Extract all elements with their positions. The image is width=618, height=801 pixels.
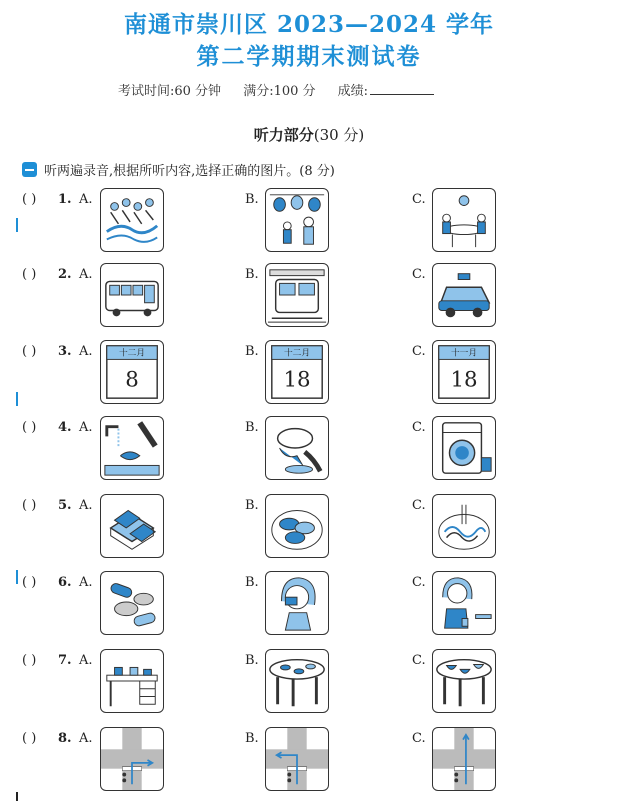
question-row	[0, 340, 618, 410]
score-blank[interactable]	[370, 82, 434, 95]
section-title	[0, 124, 618, 145]
calendar-day: 18	[450, 367, 478, 393]
girl-coughing-picture[interactable]	[265, 571, 329, 635]
option-a-label: A.	[79, 192, 93, 207]
calendar-dec-8-picture[interactable]	[100, 340, 164, 404]
calendar-month: 十二月	[283, 348, 311, 359]
option-b-label: B.	[245, 653, 259, 668]
washing-dishes-picture[interactable]	[265, 416, 329, 480]
answer-paren[interactable]: ( )	[22, 192, 37, 207]
crossroads-go-straight-picture[interactable]	[432, 727, 496, 791]
answer-paren[interactable]: ( )	[22, 420, 37, 435]
option-c-label: C.	[412, 344, 426, 359]
option-a-label: A.	[79, 653, 93, 668]
option-a-label: A.	[79, 267, 93, 282]
calendar-month: 十二月	[118, 348, 146, 359]
option-b-label: B.	[245, 420, 259, 435]
question-row	[0, 571, 618, 641]
option-c-label: C.	[412, 653, 426, 668]
question-number: 1.	[58, 192, 72, 207]
answer-paren[interactable]: ( )	[22, 498, 37, 513]
full-score: 满分:100 分	[243, 84, 316, 99]
question-number: 6.	[58, 575, 72, 590]
option-c-label: C.	[412, 731, 426, 746]
question-number: 7.	[58, 653, 72, 668]
mooncakes-picture[interactable]	[265, 494, 329, 558]
girl-toothache-picture[interactable]	[432, 571, 496, 635]
calendar-day: 18	[283, 367, 311, 393]
crossroads-turn-right-picture[interactable]	[100, 727, 164, 791]
calendar-day: 8	[125, 367, 139, 393]
exam-title-line2: 第二学期期末测试卷	[196, 43, 422, 70]
taxi-picture[interactable]	[432, 263, 496, 327]
question-number: 2.	[58, 267, 72, 282]
desk-with-cups-picture[interactable]	[100, 649, 164, 713]
option-a-label: A.	[79, 344, 93, 359]
question-row	[0, 188, 618, 258]
exam-title-line1: 南通市崇川区 2023—2024 学年	[123, 11, 495, 38]
answer-paren[interactable]: ( )	[22, 267, 37, 282]
option-a-label: A.	[79, 498, 93, 513]
option-b-label: B.	[245, 344, 259, 359]
washing-machine-picture[interactable]	[432, 416, 496, 480]
table-with-plates-picture[interactable]	[265, 649, 329, 713]
answer-paren[interactable]: ( )	[22, 731, 37, 746]
medicine-pills-picture[interactable]	[100, 571, 164, 635]
question-number: 5.	[58, 498, 72, 513]
bus-picture[interactable]	[100, 263, 164, 327]
question-row	[0, 494, 618, 564]
option-b-label: B.	[245, 267, 259, 282]
question-row	[0, 649, 618, 719]
question-instruction: 听两遍录音,根据所听内容,选择正确的图片。(8 分)	[44, 164, 335, 179]
option-a-label: A.	[79, 731, 93, 746]
calendar-month: 十一月	[450, 348, 478, 359]
section-points: (30 分)	[313, 126, 365, 144]
question-row	[0, 263, 618, 333]
option-a-label: A.	[79, 420, 93, 435]
option-b-label: B.	[245, 575, 259, 590]
option-b-label: B.	[245, 192, 259, 207]
option-c-label: C.	[412, 267, 426, 282]
score-label: 成绩:	[337, 84, 369, 99]
family-dinner-picture[interactable]	[432, 188, 496, 252]
question-number: 3.	[58, 344, 72, 359]
question-group-header	[22, 160, 335, 179]
answer-paren[interactable]: ( )	[22, 575, 37, 590]
question-number: 4.	[58, 420, 72, 435]
washing-hands-picture[interactable]	[100, 416, 164, 480]
question-badge-icon	[22, 162, 37, 177]
exam-info	[118, 80, 434, 99]
section-name: 听力部分	[253, 126, 314, 144]
option-c-label: C.	[412, 575, 426, 590]
option-a-label: A.	[79, 575, 93, 590]
answer-paren[interactable]: ( )	[22, 653, 37, 668]
dragon-boat-race-picture[interactable]	[100, 188, 164, 252]
lantern-festival-picture[interactable]	[265, 188, 329, 252]
calendar-nov-18-picture[interactable]	[432, 340, 496, 404]
exam-time: 考试时间:60 分钟	[118, 84, 222, 99]
option-c-label: C.	[412, 498, 426, 513]
table-with-bowls-picture[interactable]	[432, 649, 496, 713]
crossroads-turn-left-picture[interactable]	[265, 727, 329, 791]
answer-paren[interactable]: ( )	[22, 344, 37, 359]
option-c-label: C.	[412, 192, 426, 207]
question-number: 8.	[58, 731, 72, 746]
noodles-picture[interactable]	[432, 494, 496, 558]
question-row	[0, 727, 618, 797]
question-row	[0, 416, 618, 486]
option-c-label: C.	[412, 420, 426, 435]
rice-dumplings-picture[interactable]	[100, 494, 164, 558]
option-b-label: B.	[245, 498, 259, 513]
train-picture[interactable]	[265, 263, 329, 327]
calendar-dec-18-picture[interactable]	[265, 340, 329, 404]
option-b-label: B.	[245, 731, 259, 746]
